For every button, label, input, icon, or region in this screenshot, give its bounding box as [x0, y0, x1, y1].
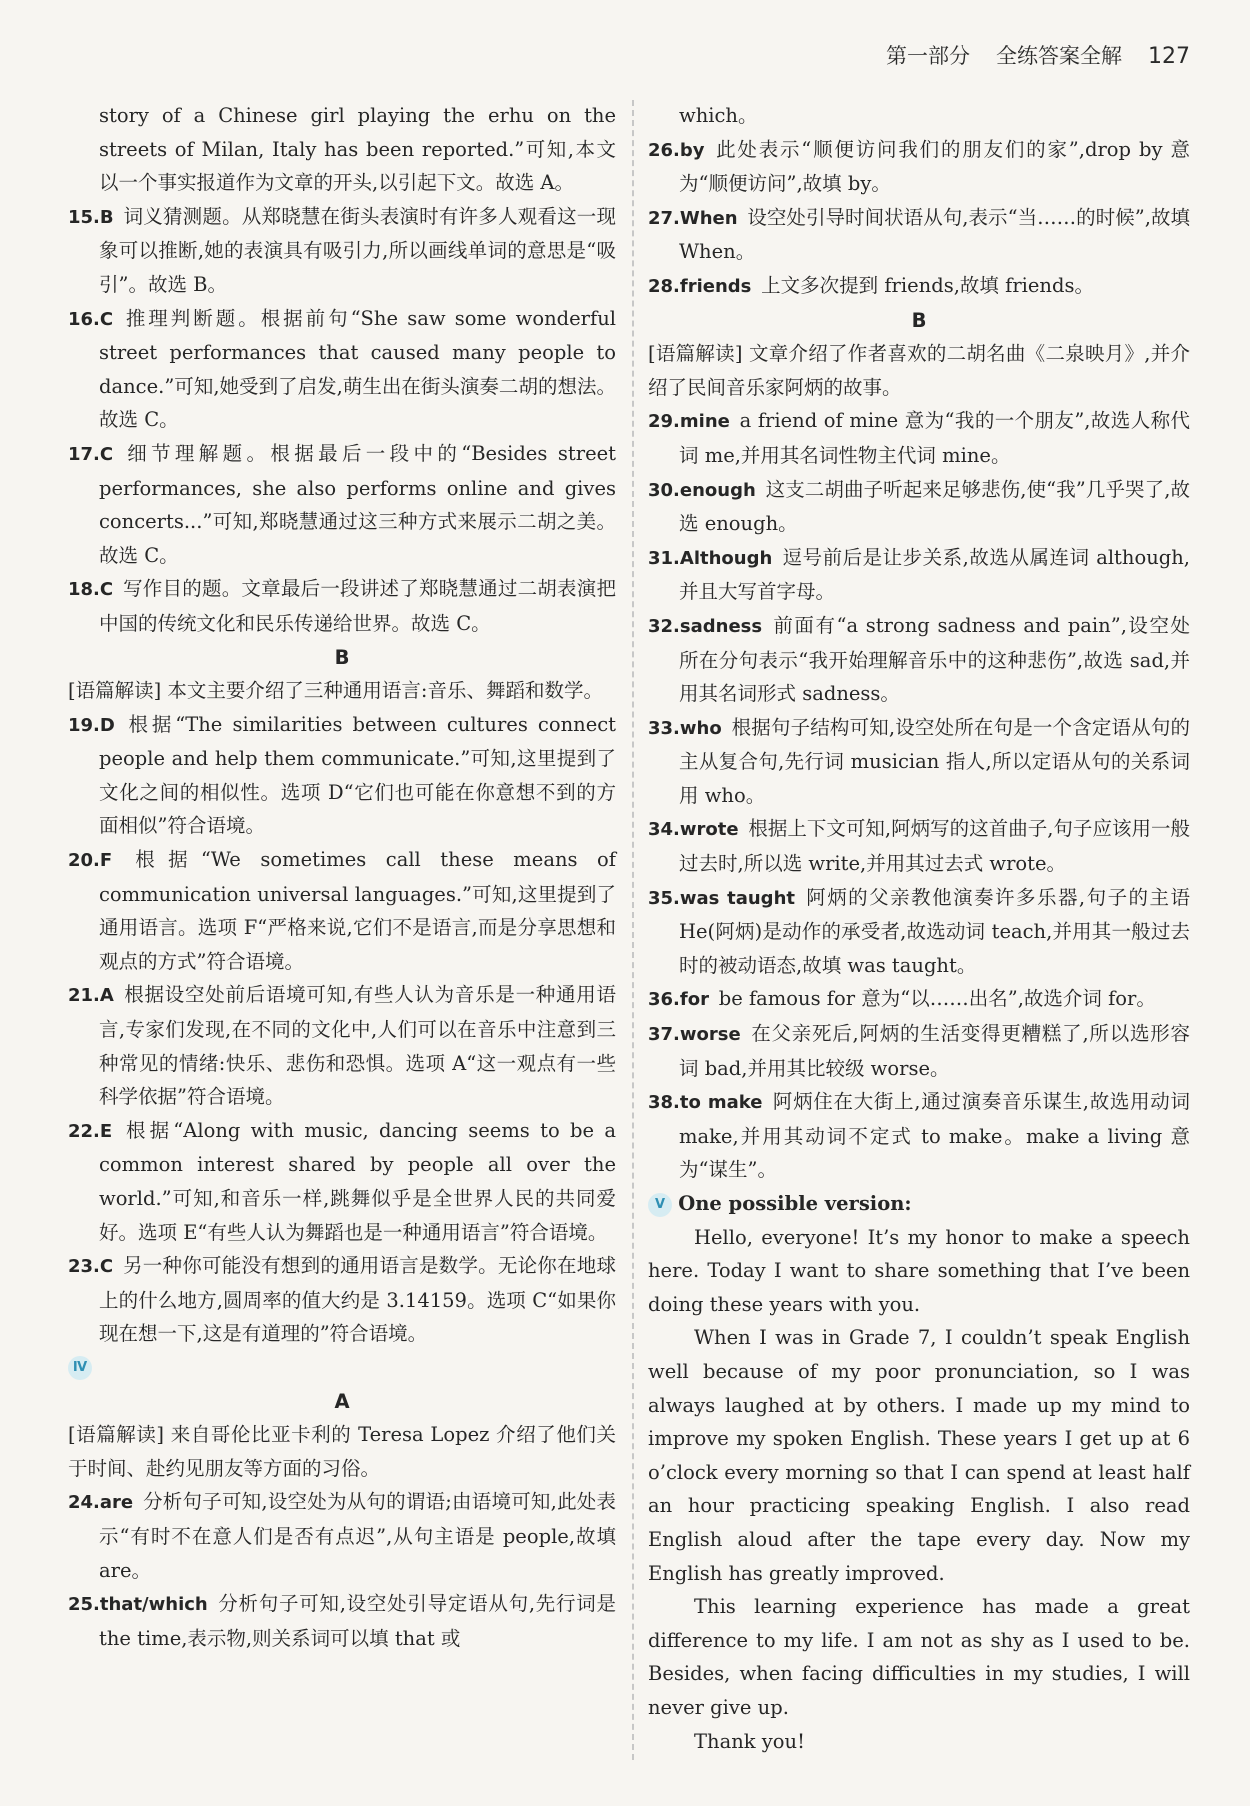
- answer-number: 22.E: [68, 1120, 113, 1142]
- header-subtitle: 全练答案全解: [996, 44, 1122, 68]
- essay-paragraph: Hello, everyone! It’s my honor to make a speech here. Today I want to share something that I’ve been doing these years with you.: [648, 1225, 1190, 1316]
- essay-heading: [648, 1187, 1190, 1221]
- answer-number: 30.enough: [648, 479, 756, 501]
- answer-number: 35.was taught: [648, 887, 795, 909]
- answer-number: 38.to make: [648, 1092, 763, 1114]
- answer-number: 29.mine: [648, 411, 730, 433]
- answer-explanation: 写作目的题。文章最后一段讲述了郑晓慧通过二胡表演把中国的传统文化和民乐传递给世界。故选 C。: [99, 577, 616, 635]
- page-number: 127: [1148, 44, 1190, 69]
- answer-explanation: 在父亲死后,阿炳的生活变得更糟糕了,所以选形容词 bad,并用其比较级 worse。: [679, 1022, 1190, 1080]
- answer-explanation: 分析句子可知,设空处引导定语从句,先行词是 the time,表示物,则关系词可以填 that 或: [99, 1592, 616, 1650]
- answer-item: [68, 572, 616, 640]
- part-marker: [68, 1351, 616, 1385]
- answer-number: 24.are: [68, 1492, 134, 1514]
- answer-item: [68, 1485, 616, 1587]
- answer-item: [68, 978, 616, 1113]
- answer-item: [648, 609, 1190, 711]
- answer-number: 16.C: [68, 308, 114, 330]
- answer-explanation: 细节理解题。根据最后一段中的“Besides street performances, she also performs online and gives concerts...”可知,郑晓慧通过这三种方式来展示二胡之美。故选 C。: [99, 441, 616, 567]
- answer-item: [648, 711, 1190, 813]
- answer-number: 20.F: [68, 850, 113, 872]
- answer-explanation: 词义猜测题。从郑晓慧在街头表演时有许多人观看这一现象可以推断,她的表演具有吸引力,所以画线单词的意思是“吸引”。故选 B。: [99, 204, 616, 296]
- answer-number: 34.wrote: [648, 819, 739, 841]
- answer-explanation: 前面有“a strong sadness and pain”,设空处所在分句表示“我开始理解音乐中的这种悲伤”,故选 sad,并用其名词形式 sadness。: [679, 613, 1190, 706]
- answer-item: [648, 812, 1190, 880]
- answer-number: 27.When: [648, 207, 738, 229]
- passage-note: [语篇解读] 文章介绍了作者喜欢的二胡名曲《二泉映月》,并介绍了民间音乐家阿炳的故事。: [648, 342, 1190, 399]
- passage-note: [语篇解读] 本文主要介绍了三种通用语言:音乐、舞蹈和数学。: [68, 679, 603, 703]
- answer-number: 33.who: [648, 717, 722, 739]
- answer-item: [648, 982, 1190, 1017]
- answer-number: 19.D: [68, 714, 115, 736]
- answer-item: [648, 269, 1190, 304]
- essay-paragraph: This learning experience has made a great difference to my life. I am not as shy as I used to be. Besides, when facing difficulties in my studies, I will never give up.: [648, 1595, 1190, 1719]
- answer-explanation: 设空处引导时间状语从句,表示“当……的时候”,故填 When。: [679, 205, 1190, 264]
- answer-explanation: 阿炳住在大街上,通过演奏音乐谋生,故选用动词 make,并用其动词不定式 to make。make a living 意为“谋生”。: [679, 1090, 1190, 1182]
- answer-number: 18.C: [68, 579, 114, 601]
- answer-item: [648, 201, 1190, 269]
- answer-item: [68, 1114, 616, 1249]
- answer-explanation: a friend of mine 意为“我的一个朋友”,故选人称代词 me,并用其名词性物主代词 mine。: [679, 409, 1190, 467]
- page-header: [886, 40, 1190, 70]
- part-badge-icon: Ⅴ: [648, 1193, 672, 1217]
- essay-title: One possible version:: [678, 1192, 912, 1215]
- essay-paragraph: Thank you!: [694, 1729, 805, 1753]
- answer-explanation: 阿炳的父亲教他演奏许多乐器,句子的主语 He(阿炳)是动作的承受者,故选动词 teach,并用其一般过去时的被动语态,故填 was taught。: [679, 885, 1191, 977]
- answer-explanation: 这支二胡曲子听起来足够悲伤,使“我”几乎哭了,故选 enough。: [679, 477, 1190, 536]
- answer-explanation: 根据设空处前后语境可知,有些人认为音乐是一种通用语言,专家们发现,在不同的文化中,人们可以在音乐中注意到三种常见的情绪:快乐、悲伤和恐惧。选项 A“这一观点有一些科学依据”符合语境。: [99, 983, 616, 1109]
- answer-item: [68, 200, 616, 302]
- answer-number: 26.by: [648, 139, 705, 161]
- answer-item: [68, 843, 616, 978]
- answer-explanation: 另一种你可能没有想到的通用语言是数学。无论你在地球上的什么地方,圆周率的值大约是 3.14159。选项 C“如果你现在想一下,这是有道理的”符合语境。: [99, 1254, 616, 1346]
- passage-note: [语篇解读] 来自哥伦比亚卡利的 Teresa Lopez 介绍了他们关于时间、赴约见朋友等方面的习俗。: [68, 1423, 616, 1480]
- answer-explanation: 根据“The similarities between cultures connect people and help them communicate.”可知,这里提到了文化之间的相似性。选项 D“它们也可能在你意想不到的方面相似”符合语境。: [99, 712, 616, 838]
- answer-number: 15.B: [68, 206, 114, 228]
- answer-item: [68, 1587, 616, 1655]
- essay-paragraph: When I was in Grade 7, I couldn’t speak English well because of my poor pronunciation, so I was always laughed at by others. I made up my mind to improve my spoken English. These years I get up at 6 o’clock every morning so that I can spend at least half an hour practicing speaking English. I also read English aloud after the tape every day. Now my English has greatly improved.: [648, 1326, 1190, 1585]
- continued-text: story of a Chinese girl playing the erhu on the streets of Milan, Italy has been reported.”可知,本文以一个事实报道作为文章的开头,以引起下文。故选 A。: [99, 104, 616, 195]
- answer-number: 28.friends: [648, 275, 752, 297]
- answer-item: [648, 881, 1190, 983]
- answer-item: [648, 133, 1190, 201]
- right-column: [648, 99, 1190, 1758]
- answer-number: 21.A: [68, 985, 114, 1007]
- answer-explanation: 分析句子可知,设空处为从句的谓语;由语境可知,此处表示“有时不在意人们是否有点迟”,从句主语是 people,故填 are。: [99, 1490, 616, 1582]
- answer-explanation: be famous for 意为“以……出名”,故选介词 for。: [718, 987, 1156, 1011]
- section-heading: A: [334, 1389, 350, 1413]
- answer-number: 25.that/which: [68, 1594, 208, 1616]
- answer-item: [68, 708, 616, 843]
- answer-item: [68, 1249, 616, 1351]
- answer-explanation: 逗号前后是让步关系,故选从属连词 although,并且大写首字母。: [679, 545, 1190, 604]
- answer-explanation: 根据“We sometimes call these means of communication universal languages.”可知,这里提到了通用语言。选项 F“严格来说,它们不是语言,而是分享思想和观点的方式”符合语境。: [99, 848, 616, 973]
- answer-number: 23.C: [68, 1256, 114, 1278]
- answer-item: [648, 1017, 1190, 1085]
- section-heading: B: [334, 645, 350, 669]
- answer-item: [648, 541, 1190, 609]
- answer-explanation: 根据“Along with music, dancing seems to be a common interest shared by people all over the world.”可知,和音乐一样,跳舞似乎是全世界人民的共同爱好。选项 E“有些人认为舞蹈也是一种通用语言”符合语境。: [99, 1118, 616, 1244]
- part-badge-icon: Ⅳ: [68, 1356, 92, 1380]
- answer-number: 32.sadness: [648, 615, 763, 637]
- answer-item: [648, 473, 1190, 541]
- answer-number: 37.worse: [648, 1024, 741, 1046]
- answer-item: [648, 404, 1190, 472]
- continued-text: which。: [679, 104, 758, 127]
- answer-explanation: 此处表示“顺便访问我们的朋友们的家”,drop by 意为“顺便访问”,故填 by。: [679, 137, 1190, 196]
- answer-item: [68, 437, 616, 572]
- answer-explanation: 上文多次提到 friends,故填 friends。: [761, 273, 1094, 297]
- answer-explanation: 根据上下文可知,阿炳写的这首曲子,句子应该用一般过去时,所以选 write,并用其过去式 wrote。: [679, 817, 1190, 876]
- answer-item: [648, 1085, 1190, 1187]
- answer-number: 17.C: [68, 443, 114, 465]
- answer-explanation: 根据句子结构可知,设空处所在句是一个含定语从句的主从复合句,先行词 musician 指人,所以定语从句的关系词用 who。: [679, 715, 1190, 807]
- answer-explanation: 推理判断题。根据前句“She saw some wonderful street performances that caused many people to dance.”可知,她受到了启发,萌生出在街头演奏二胡的想法。故选 C。: [99, 306, 616, 432]
- answer-number: 36.for: [648, 989, 709, 1011]
- section-heading: B: [911, 308, 927, 332]
- header-section: 第一部分: [886, 44, 970, 68]
- left-column: [68, 99, 616, 1655]
- column-divider: [632, 100, 634, 1760]
- answer-number: 31.Although: [648, 547, 773, 569]
- answer-item: [68, 302, 616, 437]
